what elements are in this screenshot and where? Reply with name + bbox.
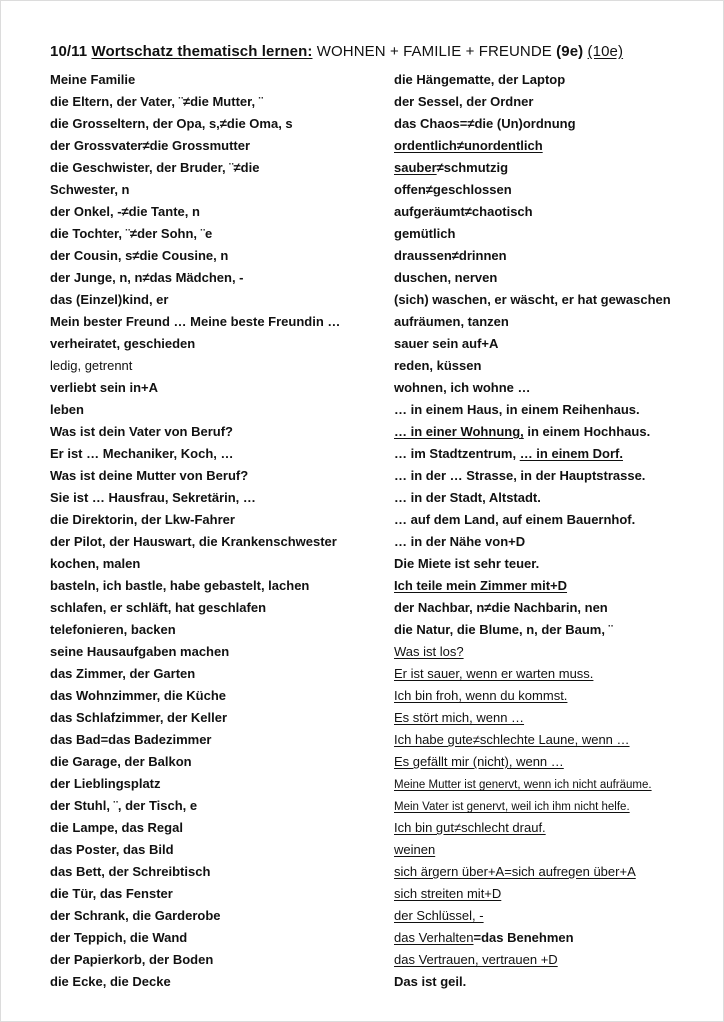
vocab-text: Ich habe gute≠schlechte Laune, wenn … — [394, 732, 630, 747]
vocab-text: Er ist sauer, wenn er warten muss. — [394, 666, 594, 681]
vocab-line — [394, 927, 720, 949]
vocab-text: Ich bin froh, wenn du kommst. — [394, 688, 568, 703]
vocab-text: … in der Nähe von+D — [394, 534, 526, 549]
vocab-line — [394, 443, 720, 465]
vocab-line — [50, 927, 394, 949]
vocab-text: das Vertrauen, vertrauen +D — [394, 952, 558, 967]
vocab-text: sauber — [394, 160, 437, 175]
vocab-text: Mein Vater ist genervt, weil ich ihm nicht helfe. — [394, 801, 630, 813]
vocab-text: Er ist … Mechaniker, Koch, … — [50, 446, 234, 461]
vocab-line — [394, 817, 720, 839]
vocab-text: sich streiten mit+D — [394, 886, 502, 901]
vocab-text: Schwester, n — [50, 182, 130, 197]
vocab-line — [50, 377, 394, 399]
vocab-text: Die Miete ist sehr teuer. — [394, 556, 540, 571]
vocab-text: Das ist geil. — [394, 974, 467, 989]
vocab-text: ≠schmutzig — [436, 160, 509, 175]
vocab-line — [394, 465, 720, 487]
vocab-text: die Direktorin, der Lkw-Fahrer — [50, 512, 235, 527]
vocab-line — [50, 861, 394, 883]
vocab-line — [50, 707, 394, 729]
vocab-line — [394, 201, 720, 223]
vocab-line — [394, 883, 720, 905]
vocab-line — [50, 267, 394, 289]
vocab-text: … in der … Strasse, in der Hauptstrasse. — [394, 468, 646, 483]
vocab-line — [394, 333, 720, 355]
vocab-line — [50, 443, 394, 465]
vocab-line — [50, 245, 394, 267]
vocab-text: duschen, nerven — [394, 270, 498, 285]
vocab-text: das Schlafzimmer, der Keller — [50, 710, 228, 725]
vocab-line — [394, 751, 720, 773]
vocab-line — [394, 113, 720, 135]
vocab-line — [394, 135, 720, 157]
vocab-text: Mein bester Freund … Meine beste Freundin … — [50, 314, 341, 329]
vocab-text: … in einer Wohnung, — [394, 424, 524, 439]
vocab-text: der Sessel, der Ordner — [394, 94, 534, 109]
vocab-text: ledig, getrennt — [50, 358, 133, 373]
vocab-line — [50, 971, 394, 993]
vocab-line — [50, 751, 394, 773]
vocab-text: die Tochter, ¨≠der Sohn, ¨e — [50, 226, 213, 241]
vocab-text: das Verhalten — [394, 930, 474, 945]
vocab-line — [50, 421, 394, 443]
vocab-text: gemütlich — [394, 226, 456, 241]
vocab-text: sauer sein auf+A — [394, 336, 499, 351]
vocab-text: die Ecke, die Decke — [50, 974, 171, 989]
vocab-text: die Natur, die Blume, n, der Baum, ¨ — [394, 622, 613, 637]
vocab-line — [50, 883, 394, 905]
vocab-text: (sich) waschen, er wäscht, er hat gewaschen — [394, 292, 671, 307]
vocab-line — [50, 289, 394, 311]
vocab-text: verheiratet, geschieden — [50, 336, 196, 351]
document-title — [50, 43, 623, 60]
title-segment: (10e) — [587, 43, 624, 60]
vocab-line — [394, 223, 720, 245]
vocab-line — [394, 839, 720, 861]
vocab-line — [394, 663, 720, 685]
title-segment: Wortschatz thematisch lernen: — [91, 43, 313, 60]
vocab-text: die Tür, das Fenster — [50, 886, 173, 901]
vocab-line — [394, 355, 720, 377]
vocab-text: aufgeräumt≠chaotisch — [394, 204, 533, 219]
vocab-text: telefonieren, backen — [50, 622, 176, 637]
vocab-text: Was ist dein Vater von Beruf? — [50, 424, 234, 439]
vocab-line — [394, 575, 720, 597]
vocab-text: der Stuhl, ¨, der Tisch, e — [50, 798, 198, 813]
vocab-text: der Pilot, der Hauswart, die Krankenschwester — [50, 534, 337, 549]
vocab-line — [50, 201, 394, 223]
vocab-column-right — [394, 69, 720, 993]
vocab-text: reden, küssen — [394, 358, 482, 373]
vocab-text: Es gefällt mir (nicht), wenn … — [394, 754, 564, 769]
vocab-line — [50, 531, 394, 553]
vocab-line — [394, 949, 720, 971]
vocab-line — [394, 795, 720, 817]
vocab-text: … auf dem Land, auf einem Bauernhof. — [394, 512, 636, 527]
vocab-line — [50, 223, 394, 245]
vocab-line — [50, 465, 394, 487]
vocab-text: der Teppich, die Wand — [50, 930, 188, 945]
vocab-text: das Wohnzimmer, die Küche — [50, 688, 227, 703]
vocab-text: der Cousin, s≠die Cousine, n — [50, 248, 229, 263]
vocab-text: das (Einzel)kind, er — [50, 292, 169, 307]
vocab-line — [50, 487, 394, 509]
vocab-line — [394, 685, 720, 707]
vocab-line — [394, 707, 720, 729]
vocab-text: in einem Hochhaus. — [523, 424, 651, 439]
vocab-line — [50, 553, 394, 575]
vocab-line — [50, 333, 394, 355]
vocab-text: der Nachbar, n≠die Nachbarin, nen — [394, 600, 608, 615]
vocab-text: die Grosseltern, der Opa, s,≠die Oma, s — [50, 116, 293, 131]
vocab-text: das Zimmer, der Garten — [50, 666, 196, 681]
vocab-line — [50, 817, 394, 839]
vocab-line — [394, 905, 720, 927]
vocab-text: Sie ist … Hausfrau, Sekretärin, … — [50, 490, 256, 505]
vocab-text: … in der Stadt, Altstadt. — [394, 490, 541, 505]
title-segment: WOHNEN + FAMILIE + FREUNDE — [312, 43, 557, 60]
vocab-text: der Grossvater≠die Grossmutter — [50, 138, 251, 153]
vocab-line — [394, 773, 720, 795]
vocab-text: ordentlich≠unordentlich — [394, 138, 543, 153]
vocab-text: die Lampe, das Regal — [50, 820, 183, 835]
vocab-text: das Poster, das Bild — [50, 842, 174, 857]
vocab-line — [50, 113, 394, 135]
vocab-text: wohnen, ich wohne … — [394, 380, 531, 395]
vocab-text: basteln, ich bastle, habe gebastelt, lachen — [50, 578, 310, 593]
vocab-text: der Schrank, die Garderobe — [50, 908, 221, 923]
vocab-line — [394, 91, 720, 113]
vocab-line — [50, 905, 394, 927]
vocab-text: offen≠geschlossen — [394, 182, 512, 197]
vocab-text: … in einem Haus, in einem Reihenhaus. — [394, 402, 640, 417]
vocab-text: leben — [50, 402, 84, 417]
vocab-text: der Schlüssel, - — [394, 908, 484, 923]
vocab-line — [394, 531, 720, 553]
vocab-line — [394, 641, 720, 663]
vocab-text: aufräumen, tanzen — [394, 314, 509, 329]
vocab-line — [394, 509, 720, 531]
vocab-text: Meine Familie — [50, 72, 136, 87]
vocab-line — [50, 399, 394, 421]
vocab-text: Meine Mutter ist genervt, wenn ich nicht aufräume. — [394, 779, 652, 791]
vocab-line — [50, 597, 394, 619]
vocab-line — [394, 729, 720, 751]
vocab-line — [50, 685, 394, 707]
vocab-text: das Bett, der Schreibtisch — [50, 864, 211, 879]
vocab-line — [50, 179, 394, 201]
vocab-text: schlafen, er schläft, hat geschlafen — [50, 600, 267, 615]
vocab-line — [50, 663, 394, 685]
vocab-text: der Onkel, -≠die Tante, n — [50, 204, 200, 219]
vocab-line — [50, 729, 394, 751]
vocab-line — [50, 839, 394, 861]
vocab-line — [394, 69, 720, 91]
vocab-text: das Bad=das Badezimmer — [50, 732, 212, 747]
vocab-text: weinen — [394, 842, 436, 857]
vocab-line — [50, 773, 394, 795]
vocab-line — [394, 597, 720, 619]
vocab-text: der Lieblingsplatz — [50, 776, 161, 791]
vocab-line — [394, 399, 720, 421]
vocab-text: … im Stadtzentrum, — [394, 446, 520, 461]
vocab-text: Es stört mich, wenn … — [394, 710, 525, 725]
vocab-line — [50, 641, 394, 663]
vocab-text: der Junge, n, n≠das Mädchen, - — [50, 270, 244, 285]
vocab-text: sich ärgern über+A=sich aufregen über+A — [394, 864, 636, 879]
vocab-line — [394, 421, 720, 443]
vocab-text: Was ist deine Mutter von Beruf? — [50, 468, 249, 483]
vocab-text: kochen, malen — [50, 556, 141, 571]
vocab-line — [394, 619, 720, 641]
title-segment: (9e) — [556, 43, 584, 60]
vocab-line — [394, 157, 720, 179]
vocab-line — [394, 553, 720, 575]
vocab-line — [394, 267, 720, 289]
vocab-line — [50, 949, 394, 971]
vocab-text: draussen≠drinnen — [394, 248, 507, 263]
vocab-text: die Eltern, der Vater, ¨≠die Mutter, ¨ — [50, 94, 264, 109]
vocab-text: das Chaos=≠die (Un)ordnung — [394, 116, 576, 131]
vocab-text: die Garage, der Balkon — [50, 754, 192, 769]
vocab-line — [50, 355, 394, 377]
vocab-text: Ich teile mein Zimmer mit+D — [394, 578, 568, 593]
vocab-text: Ich bin gut≠schlecht drauf. — [394, 820, 546, 835]
vocab-line — [394, 487, 720, 509]
vocab-text: der Papierkorb, der Boden — [50, 952, 214, 967]
vocab-text: … in einem Dorf. — [519, 446, 623, 461]
vocab-line — [50, 575, 394, 597]
vocab-line — [50, 509, 394, 531]
vocab-text: seine Hausaufgaben machen — [50, 644, 230, 659]
vocab-line — [50, 157, 394, 179]
vocab-line — [394, 377, 720, 399]
vocab-line — [50, 69, 394, 91]
vocab-text: Was ist los? — [394, 644, 464, 659]
vocab-line — [50, 619, 394, 641]
vocab-line — [394, 861, 720, 883]
vocab-text: die Geschwister, der Bruder, ¨≠die — [50, 160, 260, 175]
vocab-line — [50, 135, 394, 157]
vocab-line — [394, 179, 720, 201]
vocab-line — [394, 245, 720, 267]
vocab-text: =das Benehmen — [473, 930, 574, 945]
vocab-text: die Hängematte, der Laptop — [394, 72, 566, 87]
vocab-line — [50, 91, 394, 113]
vocab-column-left — [50, 69, 394, 993]
vocab-line — [50, 795, 394, 817]
vocab-text: verliebt sein in+A — [50, 380, 159, 395]
vocab-line — [394, 289, 720, 311]
vocab-line — [50, 311, 394, 333]
title-segment: 10/11 — [50, 43, 92, 60]
vocab-line — [394, 971, 720, 993]
vocab-line — [394, 311, 720, 333]
